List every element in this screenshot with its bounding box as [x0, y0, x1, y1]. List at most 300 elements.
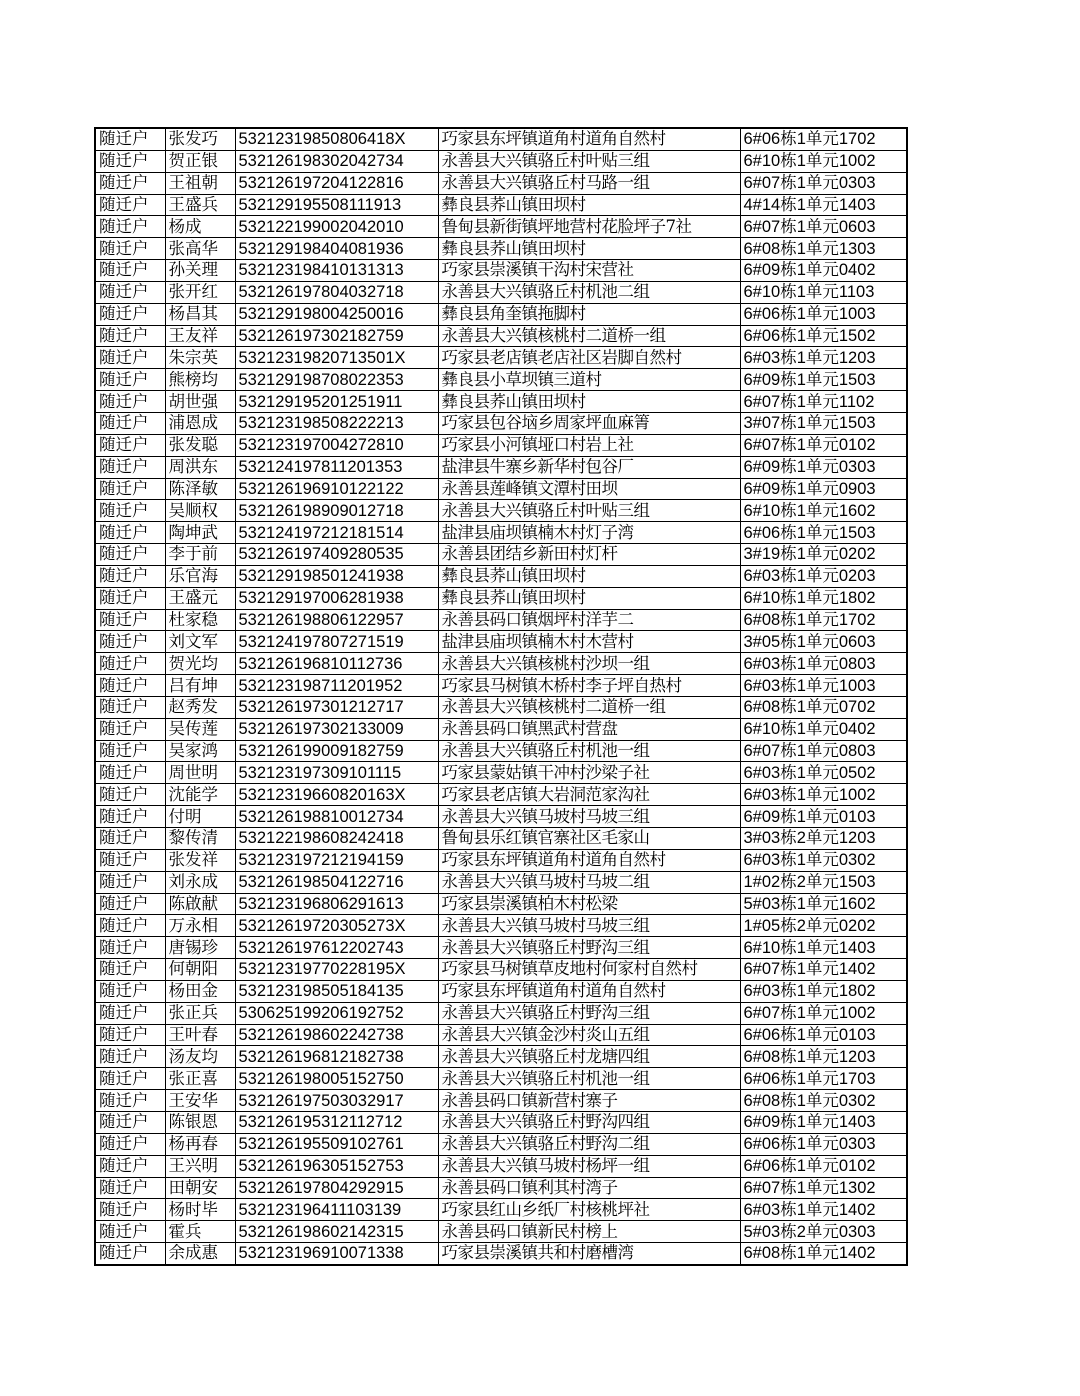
address-cell: 永善县码口镇新营村寨子	[438, 1090, 740, 1112]
room-cell: 6#08栋1单元1402	[740, 1243, 907, 1265]
id-number-cell: 532123196411103139	[235, 1199, 438, 1221]
id-number-cell: 532129198708022353	[235, 369, 438, 391]
table-row	[95, 238, 907, 260]
name-cell: 熊榜均	[165, 369, 235, 391]
table-row	[95, 1243, 907, 1265]
id-number-cell: 532126195509102761	[235, 1133, 438, 1155]
name-cell: 王友祥	[165, 325, 235, 347]
address-cell: 巧家县崇溪镇干沟村宋营社	[438, 260, 740, 282]
table-row	[95, 1046, 907, 1068]
room-cell: 6#06栋1单元0103	[740, 1024, 907, 1046]
room-cell: 6#10栋1单元1403	[740, 937, 907, 959]
household-type-cell: 随迁户	[95, 281, 165, 303]
room-cell: 6#07栋1单元0803	[740, 740, 907, 762]
household-type-cell: 随迁户	[95, 959, 165, 981]
room-cell: 6#08栋1单元1303	[740, 238, 907, 260]
address-cell: 巧家县小河镇垭口村岩上社	[438, 434, 740, 456]
id-number-cell: 532123198410131313	[235, 260, 438, 282]
name-cell: 王盛兵	[165, 194, 235, 216]
room-cell: 3#07栋1单元1503	[740, 412, 907, 434]
address-cell: 永善县大兴镇骆丘村野沟三组	[438, 937, 740, 959]
table-row	[95, 959, 907, 981]
household-type-cell: 随迁户	[95, 1155, 165, 1177]
address-cell: 巧家县东坪镇道角村道角自然村	[438, 980, 740, 1002]
table-row	[95, 216, 907, 238]
id-number-cell: 532123197212194159	[235, 849, 438, 871]
table-row	[95, 281, 907, 303]
room-cell: 6#06栋1单元0102	[740, 1155, 907, 1177]
name-cell: 贺正银	[165, 150, 235, 172]
address-cell: 永善县大兴镇骆丘村野沟四组	[438, 1111, 740, 1133]
room-cell: 6#06栋1单元1703	[740, 1068, 907, 1090]
household-type-cell: 随迁户	[95, 696, 165, 718]
address-cell: 彝良县荞山镇田坝村	[438, 238, 740, 260]
name-cell: 吴顺权	[165, 500, 235, 522]
address-cell: 永善县大兴镇骆丘村野沟二组	[438, 1133, 740, 1155]
name-cell: 万永相	[165, 915, 235, 937]
table-row	[95, 1024, 907, 1046]
name-cell: 张正兵	[165, 1002, 235, 1024]
address-cell: 永善县码口镇烟坪村洋芋二	[438, 609, 740, 631]
address-cell: 永善县大兴镇马坡村马坡二组	[438, 871, 740, 893]
address-cell: 永善县大兴镇骆丘村机池一组	[438, 1068, 740, 1090]
table-row	[95, 500, 907, 522]
id-number-cell: 532124197811201353	[235, 456, 438, 478]
name-cell: 张高华	[165, 238, 235, 260]
table-row	[95, 631, 907, 653]
id-number-cell: 532126196810112736	[235, 653, 438, 675]
name-cell: 王盛元	[165, 587, 235, 609]
table-row	[95, 194, 907, 216]
id-number-cell: 532126198302042734	[235, 150, 438, 172]
household-type-cell: 随迁户	[95, 434, 165, 456]
room-cell: 6#03栋1单元0803	[740, 653, 907, 675]
room-cell: 6#07栋1单元1002	[740, 1002, 907, 1024]
id-number-cell: 532129195508111913	[235, 194, 438, 216]
address-cell: 永善县大兴镇核桃村二道桥一组	[438, 696, 740, 718]
name-cell: 刘永成	[165, 871, 235, 893]
name-cell: 杨时毕	[165, 1199, 235, 1221]
address-cell: 永善县大兴镇核桃村沙坝一组	[438, 653, 740, 675]
name-cell: 吴家鸿	[165, 740, 235, 762]
household-type-cell: 随迁户	[95, 1133, 165, 1155]
id-number-cell: 532126198602142315	[235, 1221, 438, 1243]
household-type-cell: 随迁户	[95, 150, 165, 172]
id-number-cell: 532126195312112712	[235, 1111, 438, 1133]
address-cell: 永善县大兴镇马坡村马坡三组	[438, 915, 740, 937]
name-cell: 唐锡珍	[165, 937, 235, 959]
household-type-cell: 随迁户	[95, 1243, 165, 1265]
address-cell: 永善县大兴镇骆丘村马路一组	[438, 172, 740, 194]
table-row	[95, 1199, 907, 1221]
table-row	[95, 260, 907, 282]
table-row	[95, 412, 907, 434]
household-type-cell: 随迁户	[95, 980, 165, 1002]
table-body	[95, 128, 907, 1265]
name-cell: 吕有坤	[165, 675, 235, 697]
id-number-cell: 532126198504122716	[235, 871, 438, 893]
name-cell: 朱宗英	[165, 347, 235, 369]
room-cell: 6#07栋1单元0102	[740, 434, 907, 456]
room-cell: 6#09栋1单元0303	[740, 456, 907, 478]
household-type-cell: 随迁户	[95, 740, 165, 762]
id-number-cell: 532123198508222213	[235, 412, 438, 434]
household-type-cell: 随迁户	[95, 631, 165, 653]
room-cell: 6#06栋1单元1003	[740, 303, 907, 325]
address-cell: 永善县码口镇新民村榜上	[438, 1221, 740, 1243]
household-type-cell: 随迁户	[95, 1024, 165, 1046]
household-type-cell: 随迁户	[95, 128, 165, 150]
household-type-cell: 随迁户	[95, 849, 165, 871]
address-cell: 永善县大兴镇骆丘村叶贴三组	[438, 150, 740, 172]
id-number-cell: 530625199206192752	[235, 1002, 438, 1024]
name-cell: 孙关理	[165, 260, 235, 282]
room-cell: 6#08栋1单元0702	[740, 696, 907, 718]
address-cell: 永善县码口镇黑武村营盘	[438, 718, 740, 740]
household-type-cell: 随迁户	[95, 762, 165, 784]
id-number-cell: 532123197309101115	[235, 762, 438, 784]
table-row	[95, 1090, 907, 1112]
address-cell: 彝良县角奎镇拖脚村	[438, 303, 740, 325]
room-cell: 6#03栋1单元0502	[740, 762, 907, 784]
household-type-cell: 随迁户	[95, 937, 165, 959]
table-row	[95, 1155, 907, 1177]
table-row	[95, 587, 907, 609]
room-cell: 6#03栋1单元1003	[740, 675, 907, 697]
room-cell: 6#06栋1单元0303	[740, 1133, 907, 1155]
id-number-cell: 53212319770228195X	[235, 959, 438, 981]
room-cell: 5#03栋2单元0303	[740, 1221, 907, 1243]
id-number-cell: 53212319850806418X	[235, 128, 438, 150]
room-cell: 1#05栋2单元0202	[740, 915, 907, 937]
name-cell: 王叶春	[165, 1024, 235, 1046]
name-cell: 陈银恩	[165, 1111, 235, 1133]
address-cell: 永善县大兴镇马坡村杨坪一组	[438, 1155, 740, 1177]
table-row	[95, 1002, 907, 1024]
room-cell: 6#10栋1单元0402	[740, 718, 907, 740]
name-cell: 周世明	[165, 762, 235, 784]
household-type-cell: 随迁户	[95, 1090, 165, 1112]
table-row	[95, 128, 907, 150]
table-row	[95, 434, 907, 456]
table-row	[95, 347, 907, 369]
household-type-cell: 随迁户	[95, 412, 165, 434]
table-row	[95, 456, 907, 478]
name-cell: 沈能学	[165, 784, 235, 806]
household-type-cell: 随迁户	[95, 1068, 165, 1090]
room-cell: 6#09栋1单元0903	[740, 478, 907, 500]
name-cell: 杜家稳	[165, 609, 235, 631]
id-number-cell: 532126198909012718	[235, 500, 438, 522]
household-type-cell: 随迁户	[95, 325, 165, 347]
id-number-cell: 532126196812182738	[235, 1046, 438, 1068]
address-cell: 彝良县小草坝镇三道村	[438, 369, 740, 391]
id-number-cell: 532122199002042010	[235, 216, 438, 238]
address-cell: 巧家县马树镇木桥村李子坪自热村	[438, 675, 740, 697]
room-cell: 6#03栋1单元1802	[740, 980, 907, 1002]
room-cell: 6#07栋1单元1402	[740, 959, 907, 981]
household-type-cell: 随迁户	[95, 303, 165, 325]
table-row	[95, 303, 907, 325]
address-cell: 永善县大兴镇金沙村炎山五组	[438, 1024, 740, 1046]
name-cell: 李于前	[165, 544, 235, 566]
table-row	[95, 762, 907, 784]
id-number-cell: 532129195201251911	[235, 391, 438, 413]
id-number-cell: 532123198505184135	[235, 980, 438, 1002]
name-cell: 汤友均	[165, 1046, 235, 1068]
address-cell: 永善县大兴镇骆丘村机池一组	[438, 740, 740, 762]
household-type-cell: 随迁户	[95, 500, 165, 522]
household-type-cell: 随迁户	[95, 828, 165, 850]
name-cell: 黎传清	[165, 828, 235, 850]
address-cell: 永善县大兴镇骆丘村机池二组	[438, 281, 740, 303]
address-cell: 盐津县庙坝镇楠木村木营村	[438, 631, 740, 653]
address-cell: 彝良县荞山镇田坝村	[438, 587, 740, 609]
household-type-cell: 随迁户	[95, 369, 165, 391]
room-cell: 3#19栋1单元0202	[740, 544, 907, 566]
household-type-cell: 随迁户	[95, 871, 165, 893]
id-number-cell: 532126198806122957	[235, 609, 438, 631]
room-cell: 4#14栋1单元1403	[740, 194, 907, 216]
name-cell: 张发巧	[165, 128, 235, 150]
name-cell: 张开红	[165, 281, 235, 303]
table-row	[95, 718, 907, 740]
id-number-cell: 532122198608242418	[235, 828, 438, 850]
id-number-cell: 532126196910122122	[235, 478, 438, 500]
household-type-cell: 随迁户	[95, 1199, 165, 1221]
address-cell: 永善县大兴镇骆丘村龙塘四组	[438, 1046, 740, 1068]
room-cell: 6#03栋1单元0203	[740, 565, 907, 587]
address-cell: 鲁甸县新街镇坪地营村花脸坪子7社	[438, 216, 740, 238]
id-number-cell: 532126198810012734	[235, 806, 438, 828]
room-cell: 6#06栋1单元1502	[740, 325, 907, 347]
name-cell: 张发祥	[165, 849, 235, 871]
room-cell: 6#03栋1单元1002	[740, 784, 907, 806]
room-cell: 3#05栋1单元0603	[740, 631, 907, 653]
household-type-cell: 随迁户	[95, 456, 165, 478]
room-cell: 1#02栋2单元1503	[740, 871, 907, 893]
name-cell: 周洪东	[165, 456, 235, 478]
id-number-cell: 53212619720305273X	[235, 915, 438, 937]
id-number-cell: 532126197302182759	[235, 325, 438, 347]
id-number-cell: 532126197503032917	[235, 1090, 438, 1112]
id-number-cell: 532126197409280535	[235, 544, 438, 566]
address-cell: 永善县团结乡新田村灯杆	[438, 544, 740, 566]
address-cell: 永善县大兴镇核桃村二道桥一组	[438, 325, 740, 347]
household-type-cell: 随迁户	[95, 1177, 165, 1199]
address-cell: 巧家县老店镇老店社区岩脚自然村	[438, 347, 740, 369]
table-row	[95, 696, 907, 718]
table-row	[95, 937, 907, 959]
name-cell: 余成惠	[165, 1243, 235, 1265]
table-row	[95, 369, 907, 391]
household-type-cell: 随迁户	[95, 1046, 165, 1068]
name-cell: 王安华	[165, 1090, 235, 1112]
address-cell: 巧家县包谷垴乡周家坪血麻箐	[438, 412, 740, 434]
id-number-cell: 532126197204122816	[235, 172, 438, 194]
id-number-cell: 532123196806291613	[235, 893, 438, 915]
name-cell: 吴传莲	[165, 718, 235, 740]
household-type-cell: 随迁户	[95, 609, 165, 631]
address-cell: 巧家县老店镇大岩洞范家沟社	[438, 784, 740, 806]
room-cell: 6#08栋1单元1203	[740, 1046, 907, 1068]
name-cell: 浦恩成	[165, 412, 235, 434]
address-cell: 巧家县红山乡纸厂村核桃坪社	[438, 1199, 740, 1221]
table-row	[95, 653, 907, 675]
address-cell: 永善县大兴镇骆丘村叶贴三组	[438, 500, 740, 522]
household-type-cell: 随迁户	[95, 544, 165, 566]
household-type-cell: 随迁户	[95, 915, 165, 937]
name-cell: 陈泽敏	[165, 478, 235, 500]
name-cell: 杨再春	[165, 1133, 235, 1155]
id-number-cell: 532124197212181514	[235, 522, 438, 544]
address-cell: 永善县大兴镇骆丘村野沟三组	[438, 1002, 740, 1024]
table-row	[95, 609, 907, 631]
table-row	[95, 1068, 907, 1090]
address-cell: 巧家县崇溪镇共和村磨槽湾	[438, 1243, 740, 1265]
room-cell: 6#08栋1单元0302	[740, 1090, 907, 1112]
table-row	[95, 1177, 907, 1199]
id-number-cell: 532126197804292915	[235, 1177, 438, 1199]
name-cell: 胡世强	[165, 391, 235, 413]
name-cell: 付明	[165, 806, 235, 828]
name-cell: 何朝阳	[165, 959, 235, 981]
name-cell: 王兴明	[165, 1155, 235, 1177]
name-cell: 贺光均	[165, 653, 235, 675]
table-row	[95, 980, 907, 1002]
table-row	[95, 391, 907, 413]
name-cell: 霍兵	[165, 1221, 235, 1243]
id-number-cell: 532129198004250016	[235, 303, 438, 325]
address-cell: 巧家县蒙姑镇干冲村沙梁子社	[438, 762, 740, 784]
id-number-cell: 53212319820713501X	[235, 347, 438, 369]
table-row	[95, 828, 907, 850]
name-cell: 杨田金	[165, 980, 235, 1002]
address-cell: 彝良县荞山镇田坝村	[438, 194, 740, 216]
room-cell: 6#06栋1单元1503	[740, 522, 907, 544]
room-cell: 6#09栋1单元0103	[740, 806, 907, 828]
table-row	[95, 172, 907, 194]
household-type-cell: 随迁户	[95, 194, 165, 216]
address-cell: 盐津县庙坝镇楠木村灯子湾	[438, 522, 740, 544]
address-cell: 鲁甸县乐红镇官寨社区毛家山	[438, 828, 740, 850]
table-row	[95, 849, 907, 871]
address-cell: 巧家县东坪镇道角村道角自然村	[438, 849, 740, 871]
room-cell: 6#09栋1单元1403	[740, 1111, 907, 1133]
room-cell: 5#03栋1单元1602	[740, 893, 907, 915]
room-cell: 6#07栋1单元0603	[740, 216, 907, 238]
room-cell: 6#09栋1单元0402	[740, 260, 907, 282]
room-cell: 6#10栋1单元1602	[740, 500, 907, 522]
name-cell: 杨昌其	[165, 303, 235, 325]
name-cell: 张正喜	[165, 1068, 235, 1090]
table-row	[95, 478, 907, 500]
table-row	[95, 1221, 907, 1243]
id-number-cell: 532126199009182759	[235, 740, 438, 762]
household-type-cell: 随迁户	[95, 675, 165, 697]
household-type-cell: 随迁户	[95, 587, 165, 609]
address-cell: 永善县大兴镇马坡村马坡三组	[438, 806, 740, 828]
room-cell: 6#08栋1单元1702	[740, 609, 907, 631]
room-cell: 6#10栋1单元1103	[740, 281, 907, 303]
room-cell: 3#03栋2单元1203	[740, 828, 907, 850]
household-type-cell: 随迁户	[95, 653, 165, 675]
name-cell: 陶坤武	[165, 522, 235, 544]
table-row	[95, 544, 907, 566]
address-cell: 彝良县荞山镇田坝村	[438, 391, 740, 413]
room-cell: 6#06栋1单元1702	[740, 128, 907, 150]
name-cell: 张发聪	[165, 434, 235, 456]
table-row	[95, 915, 907, 937]
household-sheet	[94, 127, 906, 1266]
table-row	[95, 565, 907, 587]
name-cell: 杨成	[165, 216, 235, 238]
table-row	[95, 325, 907, 347]
id-number-cell: 532129198501241938	[235, 565, 438, 587]
household-type-cell: 随迁户	[95, 1002, 165, 1024]
household-type-cell: 随迁户	[95, 1221, 165, 1243]
address-cell: 永善县莲峰镇文潭村田坝	[438, 478, 740, 500]
household-type-cell: 随迁户	[95, 784, 165, 806]
household-type-cell: 随迁户	[95, 391, 165, 413]
id-number-cell: 532123198711201952	[235, 675, 438, 697]
id-number-cell: 532126198602242738	[235, 1024, 438, 1046]
room-cell: 6#10栋1单元1802	[740, 587, 907, 609]
id-number-cell: 53212319660820163X	[235, 784, 438, 806]
household-type-cell: 随迁户	[95, 216, 165, 238]
id-number-cell: 532126198005152750	[235, 1068, 438, 1090]
name-cell: 赵秀发	[165, 696, 235, 718]
room-cell: 6#07栋1单元0303	[740, 172, 907, 194]
id-number-cell: 532129198404081936	[235, 238, 438, 260]
address-cell: 巧家县东坪镇道角村道角自然村	[438, 128, 740, 150]
room-cell: 6#03栋1单元0302	[740, 849, 907, 871]
table-row	[95, 522, 907, 544]
table-row	[95, 871, 907, 893]
address-cell: 巧家县崇溪镇柏木村松梁	[438, 893, 740, 915]
household-type-cell: 随迁户	[95, 1111, 165, 1133]
room-cell: 6#03栋1单元1402	[740, 1199, 907, 1221]
address-cell: 巧家县马树镇草皮地村何家村自然村	[438, 959, 740, 981]
id-number-cell: 532123197004272810	[235, 434, 438, 456]
id-number-cell: 532126197302133009	[235, 718, 438, 740]
id-number-cell: 532126196305152753	[235, 1155, 438, 1177]
room-cell: 6#09栋1单元1503	[740, 369, 907, 391]
name-cell: 田朝安	[165, 1177, 235, 1199]
id-number-cell: 532123196910071338	[235, 1243, 438, 1265]
table-row	[95, 784, 907, 806]
id-number-cell: 532126197301212717	[235, 696, 438, 718]
table-row	[95, 893, 907, 915]
household-type-cell: 随迁户	[95, 806, 165, 828]
room-cell: 6#10栋1单元1002	[740, 150, 907, 172]
household-type-cell: 随迁户	[95, 260, 165, 282]
household-type-cell: 随迁户	[95, 718, 165, 740]
table-row	[95, 1133, 907, 1155]
household-type-cell: 随迁户	[95, 893, 165, 915]
id-number-cell: 532126197612202743	[235, 937, 438, 959]
id-number-cell: 532124197807271519	[235, 631, 438, 653]
room-cell: 6#07栋1单元1302	[740, 1177, 907, 1199]
table-row	[95, 740, 907, 762]
household-type-cell: 随迁户	[95, 347, 165, 369]
household-type-cell: 随迁户	[95, 565, 165, 587]
id-number-cell: 532126197804032718	[235, 281, 438, 303]
name-cell: 乐官海	[165, 565, 235, 587]
room-cell: 6#07栋1单元1102	[740, 391, 907, 413]
table-row	[95, 806, 907, 828]
address-cell: 彝良县荞山镇田坝村	[438, 565, 740, 587]
